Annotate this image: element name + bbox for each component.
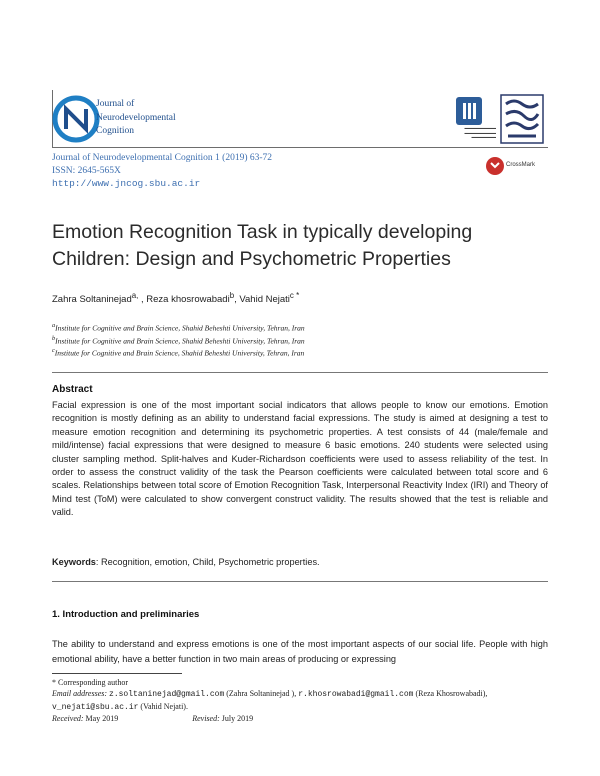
journal-logo: [52, 95, 100, 143]
author-name: Vahid Nejati: [239, 294, 290, 306]
university-emblem-icon: [455, 96, 483, 126]
affiliation: $^b$Institute for Cognitive and Brain Science, Shahid Beheshti University, Tehran, Iran: [52, 335, 305, 346]
corresponding-author-note: * Corresponding author: [52, 678, 128, 687]
footnotes: [52, 677, 548, 725]
journal-name: Journal of Neurodevelopmental Cognition: [96, 99, 176, 136]
university-caption: ▬▬▬▬▬▬▬▬▬ ▬▬▬▬▬▬▬▬▬ ▬▬▬▬▬▬▬: [464, 126, 496, 139]
author-name: Reza khosrowabadi: [146, 294, 230, 306]
journal-citation: Journal of Neurodevelopmental Cognition 1 (2019) 63-72: [52, 153, 273, 163]
author-list: Zahra Soltaninejad$^{a,}$ , Reza khosrowabadi$^b$, Vahid Nejati$^{c *}$: [52, 291, 300, 306]
header-divider: [52, 147, 548, 148]
email-addresses: Email addresses: z.soltaninejad@gmail.com (Zahra Soltaninejad ), r.khosrowabadi@gmail.com (Reza Khosrowabadi), v_nejati@sbu.ac.ir (Vahid Nejati).: [52, 689, 488, 712]
abstract-divider-top: [52, 372, 548, 373]
author-name: Zahra Soltaninejad: [52, 294, 132, 306]
footnote-divider: [52, 673, 182, 674]
keywords-line: Keywords: Recognition, emotion, Child, Psychometric properties.: [52, 557, 320, 567]
journal-issn: ISSN: 2645-565X: [52, 166, 121, 176]
section-text: The ability to understand and express emotions is one of the most important aspects of our social life. People with high emotional ability, have a better function in two main areas of producing or expressing: [52, 639, 548, 664]
article-dates: Received: May 2019 Revised: July 2019: [52, 714, 254, 724]
affiliation: $^c$Institute for Cognitive and Brain Science, Shahid Beheshti University, Tehran, Iran: [52, 347, 305, 358]
university-calligraphy-logo: [500, 94, 544, 144]
journal-url-link[interactable]: http://www.jncog.sbu.ac.ir: [52, 178, 201, 189]
abstract-divider-bottom: [52, 581, 548, 582]
affiliation: $^a$Institute for Cognitive and Brain Science, Shahid Beheshti University, Tehran, Iran: [52, 322, 305, 333]
abstract-text: Facial expression is one of the most important social indicators that allows people to know our emotions. Emotion recognition is mostly defining as an ability to understand facial expressions. The study is aimed at designing a test to measure emotion recognition and determining its psychometric properties. A test consists of 44 (male/female and mild/intense) facial expressions that were designed to measure 6 basic emotions. 240 students were selected using cluster sampling method. Split-halves and Kuder-Richardson coefficients were used to assess reliability of the test. In order to assess the construct validity of the task the Pearson coefficients were calculated between total score and 6 scales. Relationships between total score of Emotion Recognition Task, Interpersonal Reactivity Index (IRI) and Theory of Mind test (ToM) were calculated to show convergent construct validity. The results showed that the test is reliable and valid.: [52, 400, 548, 518]
abstract-heading: Abstract: [52, 384, 93, 395]
article-title: Emotion Recognition Task in typically developing Children: Design and Psychometric Properties: [52, 221, 473, 270]
section-heading: 1. Introduction and preliminaries: [52, 609, 200, 620]
email-link[interactable]: z.soltaninejad@gmail.com: [109, 690, 225, 700]
crossmark-label: CrossMark: [506, 162, 536, 168]
email-link[interactable]: v_nejati@sbu.ac.ir: [52, 702, 139, 712]
email-link[interactable]: r.khosrowabadi@gmail.com: [298, 690, 414, 700]
